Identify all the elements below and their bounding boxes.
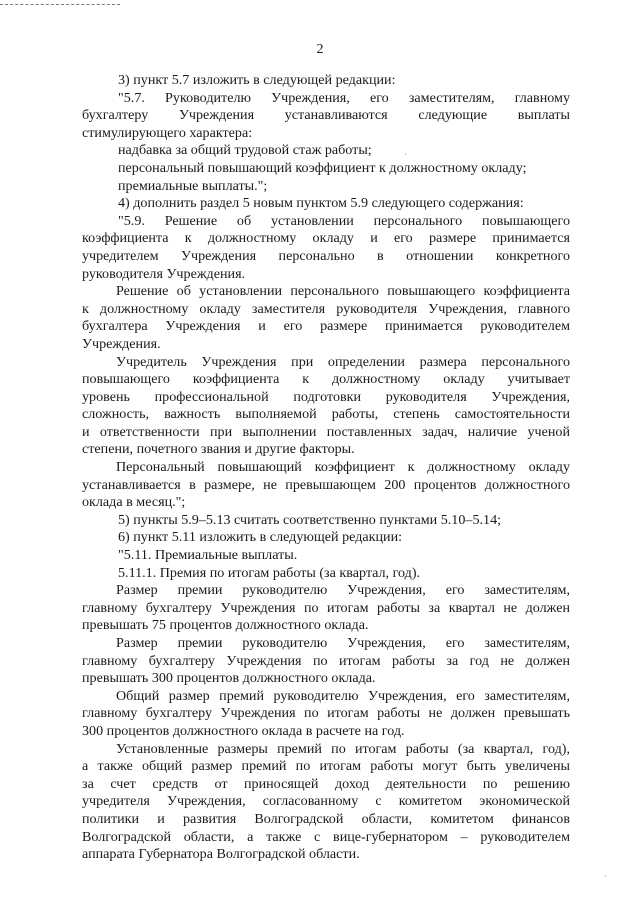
text-line: политики и развития Волгоградской области, комитетом финансов: [82, 810, 570, 827]
text-line: 300 процентов должностного оклада в расчете на год.: [82, 722, 405, 739]
text-line: превышать 75 процентов должностного оклада.: [82, 617, 369, 634]
text-line: руководителя Учреждения.: [82, 265, 246, 282]
text-line: а также общий размер премий по итогам работы могут быть увеличены: [82, 758, 570, 775]
page-number: 2: [316, 42, 324, 57]
text-line: и ответственности при выполнении поставленных задач, наличие ученой: [82, 423, 570, 440]
text-line: к должностному окладу заместителя руководителя Учреждения, главного: [82, 300, 570, 317]
scan-speck: ·: [404, 150, 407, 159]
text-line: оклада в месяц.";: [82, 494, 186, 511]
scan-edge-dash: [0, 4, 120, 5]
text-line: учредителя Учреждения, согласованному с комитетом экономической: [82, 793, 570, 810]
text-line: 4) дополнить раздел 5 новым пунктом 5.9 следующего содержания:: [118, 195, 524, 212]
text-line: за счет средств от приносящей доход деятельности по решению: [82, 775, 570, 792]
text-line: бухгалтера Учреждения и его размере принимается руководителем: [82, 318, 570, 335]
text-line: Учреждения.: [82, 335, 161, 352]
text-line: главному бухгалтеру Учреждения по итогам работы не должен превышать: [82, 705, 570, 722]
text-line: "5.7. Руководителю Учреждения, его заместителям, главному: [118, 89, 570, 106]
text-line: премиальные выплаты.";: [118, 177, 268, 194]
text-line: 5) пункты 5.9–5.13 считать соответственно пунктами 5.10–5.14;: [118, 511, 502, 528]
text-line: Учредитель Учреждения при определении размера персонального: [116, 353, 570, 370]
scan-speck: ·: [604, 872, 607, 881]
text-line: бухгалтеру Учреждения устанавливаются следующие выплаты: [82, 107, 570, 124]
text-line: 5.11.1. Премия по итогам работы (за квартал, год).: [118, 564, 421, 581]
text-line: сложность, важность выполняемой работы, степень самостоятельности: [82, 406, 570, 423]
text-line: "5.11. Премиальные выплаты.: [118, 547, 298, 564]
text-line: Размер премии руководителю Учреждения, его заместителям,: [116, 635, 570, 651]
text-line: 6) пункт 5.11 изложить в следующей редакции:: [118, 529, 403, 546]
text-line: устанавливается в размере, не превышающем 200 процентов должностного: [82, 476, 570, 493]
text-line: аппарата Губернатора Волгоградской области.: [82, 846, 360, 863]
text-line: Размер премии руководителю Учреждения, его заместителям,: [116, 582, 570, 599]
text-line: персональный повышающий коэффициент к должностному окладу;: [118, 159, 527, 176]
text-line: коэффициента к должностному окладу и его размере принимается: [82, 230, 570, 247]
text-line: Решение об установлении персонального повышающего коэффициента: [116, 283, 570, 300]
text-line: стимулирующего характера:: [82, 124, 253, 141]
text-line: Персональный повышающий коэффициент к должностному окладу: [116, 459, 570, 476]
document-body: [82, 72, 570, 864]
text-line: уровень профессиональной подготовки руководителя Учреждения,: [82, 388, 570, 405]
text-line: учредителем Учреждения персонально в отношении конкретного: [82, 247, 570, 264]
text-line: главному бухгалтеру Учреждения по итогам работы за год не должен: [82, 652, 570, 669]
text-line: Общий размер премий руководителю Учреждения, его заместителям,: [116, 687, 570, 704]
text-line: Установленные размеры премий по итогам работы (за квартал, год),: [116, 740, 570, 757]
text-line: степени, почетного звания и другие факторы.: [82, 441, 355, 458]
text-line: Волгоградской области, а также с вице-губернатором – руководителем: [82, 828, 570, 845]
text-line: 3) пункт 5.7 изложить в следующей редакции:: [118, 72, 396, 88]
text-line: главному бухгалтеру Учреждения по итогам работы за квартал не должен: [82, 599, 570, 616]
text-line: надбавка за общий трудовой стаж работы;: [118, 142, 372, 159]
text-line: "5.9. Решение об установлении персонального повышающего: [118, 212, 570, 229]
text-line: повышающего коэффициента к должностному окладу учитывает: [82, 371, 570, 388]
text-line: превышать 300 процентов должностного оклада.: [82, 670, 376, 687]
